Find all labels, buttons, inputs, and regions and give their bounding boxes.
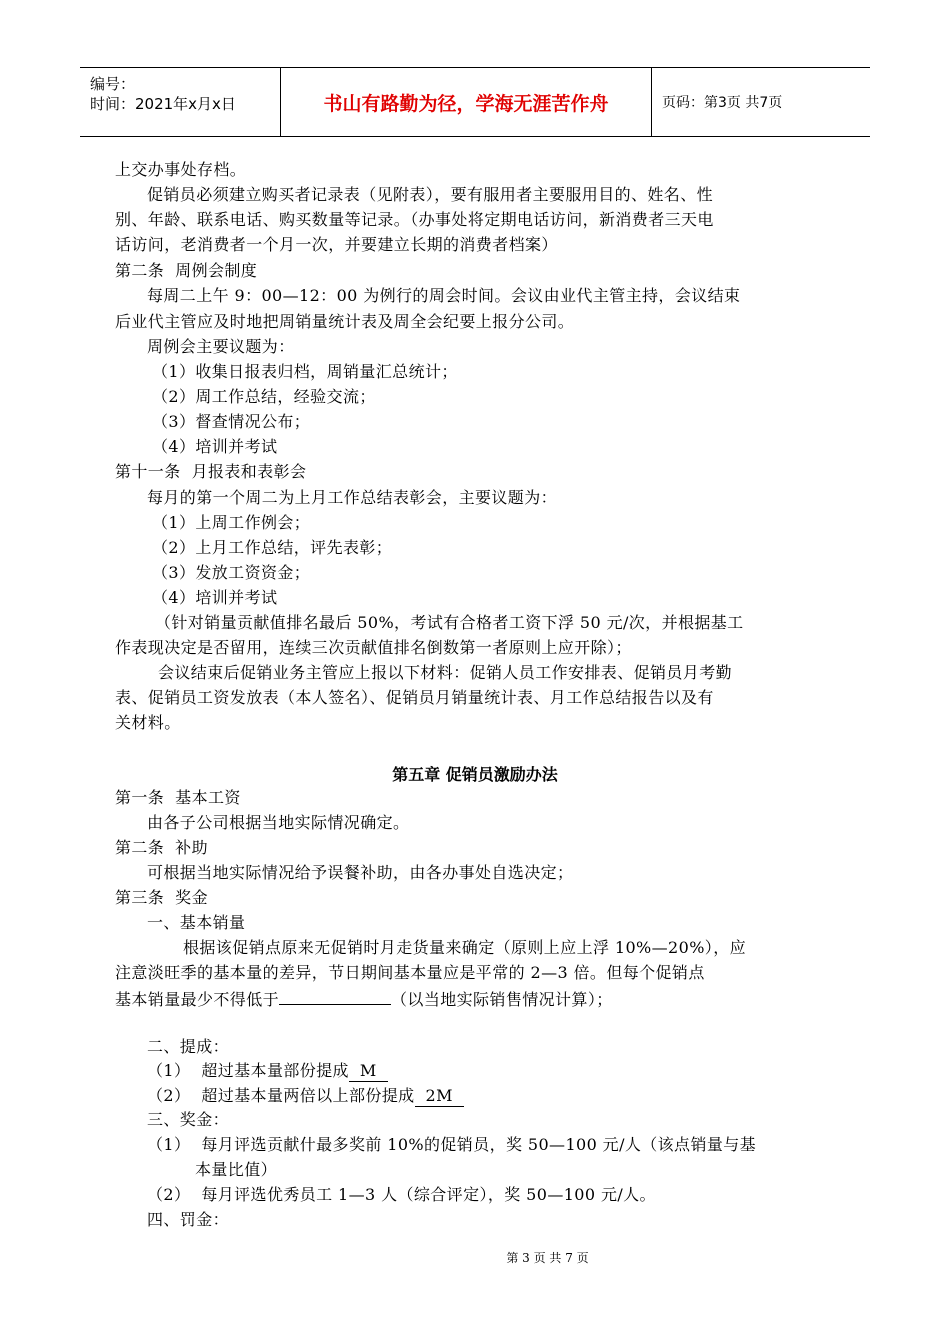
body-line: 别、年龄、联系电话、购买数量等记录。（办事处将定期电话访问，新消费者三天电 [115,210,714,229]
header-page-label: 页码：第3页 共7页 [662,95,783,111]
section-heading: 第十一条 月报表和表彰会 [115,462,307,481]
body-line: 会议结束后促销业务主管应上报以下材料：促销人员工作安排表、促销员月考勤 [158,663,733,682]
number-label: 编号： [90,75,136,93]
body-line: 表、促销员工资发放表（本人签名）、促销员月销量统计表、月工作总结报告以及有 [115,688,714,707]
body-line: 可根据当地实际情况给予误餐补助，由各办事处自选决定； [147,863,574,882]
subsection-heading: 四、罚金： [147,1210,230,1229]
body-line: 关材料。 [115,713,181,732]
list-item: 本量比值） [195,1160,278,1179]
list-item: （1）上周工作例会； [152,513,311,532]
page-footer: 第 3 页 共 7 页 [506,1251,589,1265]
header-divider [651,68,652,136]
body-line: 作表现决定是否留用，连续三次贡献值排名倒数第一者原则上应开除）； [115,638,632,657]
subsection-heading: 三、奖金： [147,1110,230,1129]
body-line: 话访问，老消费者一个月一次，并要建立长期的消费者档案） [115,235,558,254]
list-item: （1）收集日报表归档，周销量汇总统计； [152,362,458,381]
section-heading: 第二条 周例会制度 [115,261,258,280]
subsection-heading: 一、基本销量 [147,913,246,932]
section-heading: 第二条 补助 [115,838,208,857]
body-line: 每周二上午 9：00—12：00 为例行的周会时间。会议由业代主管主持，会议结束 [147,286,741,305]
fill-in-blank [279,988,391,1005]
chapter-title: 第五章 促销员激励办法 [392,765,558,784]
subsection-heading: 二、提成： [147,1037,230,1056]
body-line: 根据该促销点原来无促销时月走货量来确定（原则上应上浮 10%—20%），应 [183,938,747,957]
body-text: （1） 超过基本量部份提成 [147,1061,349,1080]
time-label: 时间：2021年x月x日 [90,95,236,113]
body-text: （以当地实际销售情况计算）； [391,990,613,1009]
list-item: （3）发放工资资金； [152,563,311,582]
body-line: 后业代主管应及时地把周销量统计表及周全会纪要上报分公司。 [115,312,575,331]
page-header [80,67,870,137]
list-item: （1） 每月评选贡献什最多奖前 10%的促销员，奖 50—100 元/人（该点销量与基 [147,1135,757,1154]
list-item: （2）周工作总结，经验交流； [152,387,376,406]
body-text: （2） 超过基本量两倍以上部份提成 [147,1086,415,1105]
body-text: 基本销量最少不得低于 [115,990,280,1009]
section-heading: 第三条 奖金 [115,888,208,907]
body-line: 每月的第一个周二为上月工作总结表彰会，主要议题为： [147,488,558,507]
list-item: （4）培训并考试 [152,588,278,607]
commission-rate-value: 2M [414,1086,464,1105]
list-item: （2）上月工作总结，评先表彰； [152,538,393,557]
body-line: 周例会主要议题为： [147,337,295,356]
commission-rate-value: M [348,1061,388,1080]
body-line: 由各子公司根据当地实际情况确定。 [147,813,410,832]
header-motto: 书山有路勤为径，学海无涯苦作舟 [323,92,609,115]
list-item [147,1061,388,1082]
header-meta [80,68,280,136]
list-item [147,1086,464,1107]
section-heading: 第一条 基本工资 [115,788,241,807]
body-line [115,988,613,1010]
body-line: 注意淡旺季的基本量的差异，节日期间基本量应是平常的 2—3 倍。但每个促销点 [115,963,705,982]
body-line: 上交办事处存档。 [115,160,247,179]
list-item: （4）培训并考试 [152,437,278,456]
list-item: （3）督查情况公布； [152,412,311,431]
body-line: （针对销量贡献值排名最后 50%，考试有合格者工资下浮 50 元/次，并根据基工 [155,613,744,632]
list-item: （2） 每月评选优秀员工 1—3 人（综合评定），奖 50—100 元/人。 [147,1185,656,1204]
body-line: 促销员必须建立购买者记录表（见附表），要有服用者主要服用目的、姓名、性 [147,185,714,204]
